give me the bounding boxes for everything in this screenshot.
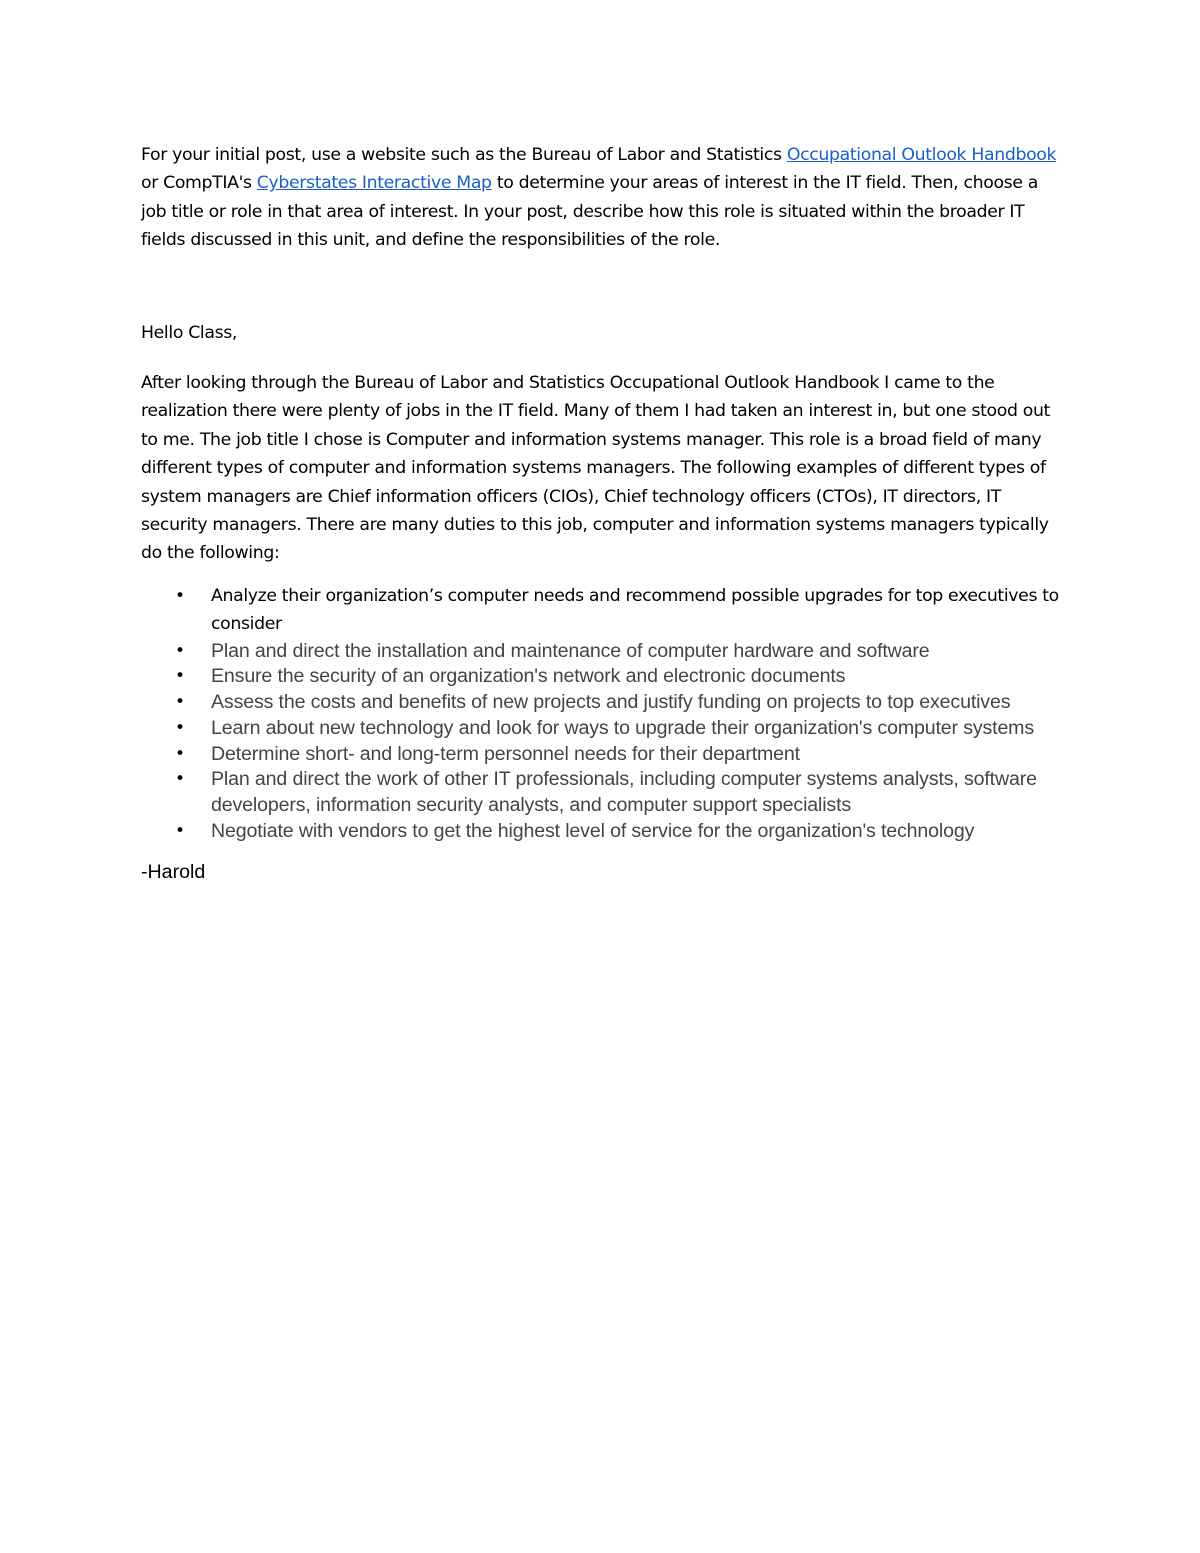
duty-text: Ensure the security of an organization's network and electronic documents — [211, 665, 846, 688]
bullet-icon: • — [175, 743, 185, 764]
list-item — [141, 819, 1066, 845]
bullet-icon: • — [175, 692, 185, 713]
prompt-text: to determine your areas of interest in the IT field. Then, choose a job title or role in that area of interest. In your post, describe how this role is situated within the broader IT fields discussed in this unit, and define the responsibilities of the role. — [141, 173, 1038, 251]
bullet-icon: • — [175, 769, 185, 790]
response-paragraph: After looking through the Bureau of Labor and Statistics Occupational Outlook Handbook I came to the realization there were plenty of jobs in the IT field. Many of them I had taken an interest in, but one stood out to me. The job title I chose is Computer and information systems manager. This role is a broad field of many different types of computer and information systems managers. The following examples of different types of system managers are Chief information officers (CIOs), Chief technology officers (CTOs), IT directors, IT security managers. There are many duties to this job, computer and information systems managers typically do the following: — [141, 373, 1050, 564]
bullet-icon: • — [175, 717, 185, 738]
prompt-text: or CompTIA's — [141, 173, 257, 194]
duties-list — [141, 582, 1066, 844]
duty-text: Learn about new technology and look for ways to upgrade their organization's computer systems — [211, 716, 1035, 739]
duty-text: Plan and direct the installation and maintenance of computer hardware and software — [211, 639, 930, 662]
duty-text: Determine short- and long-term personnel needs for their department — [211, 742, 800, 765]
cyberstates-interactive-map-link[interactable]: Cyberstates Interactive Map — [256, 173, 492, 194]
occupational-outlook-handbook-link[interactable]: Occupational Outlook Handbook — [786, 145, 1057, 165]
list-item — [141, 716, 1066, 742]
list-item — [141, 639, 1066, 665]
duty-text: Assess the costs and benefits of new projects and justify funding on projects to top executives — [211, 691, 1011, 714]
prompt-text: For your initial post, use a website such as the Bureau of Labor and Statistics — [141, 145, 787, 165]
list-item — [141, 690, 1066, 716]
list-item — [141, 742, 1066, 768]
duty-text: Plan and direct the work of other IT professionals, including computer systems analysts, software developers, information security analysts, and computer support specialists — [211, 768, 1037, 816]
signature: -Harold — [141, 861, 206, 884]
list-item — [141, 582, 1066, 639]
bullet-icon: • — [175, 666, 185, 687]
assignment-prompt — [141, 141, 1066, 255]
bullet-icon: • — [175, 640, 185, 661]
bullet-icon: • — [175, 820, 185, 841]
list-item — [141, 767, 1066, 818]
greeting: Hello Class, — [141, 322, 238, 343]
duty-text: Analyze their organization’s computer needs and recommend possible upgrades for top executives to consider — [211, 585, 1059, 635]
bullet-icon: • — [175, 585, 185, 606]
list-item — [141, 664, 1066, 690]
document-body — [141, 141, 1066, 906]
duty-text: Negotiate with vendors to get the highest level of service for the organization's technology — [211, 819, 975, 842]
